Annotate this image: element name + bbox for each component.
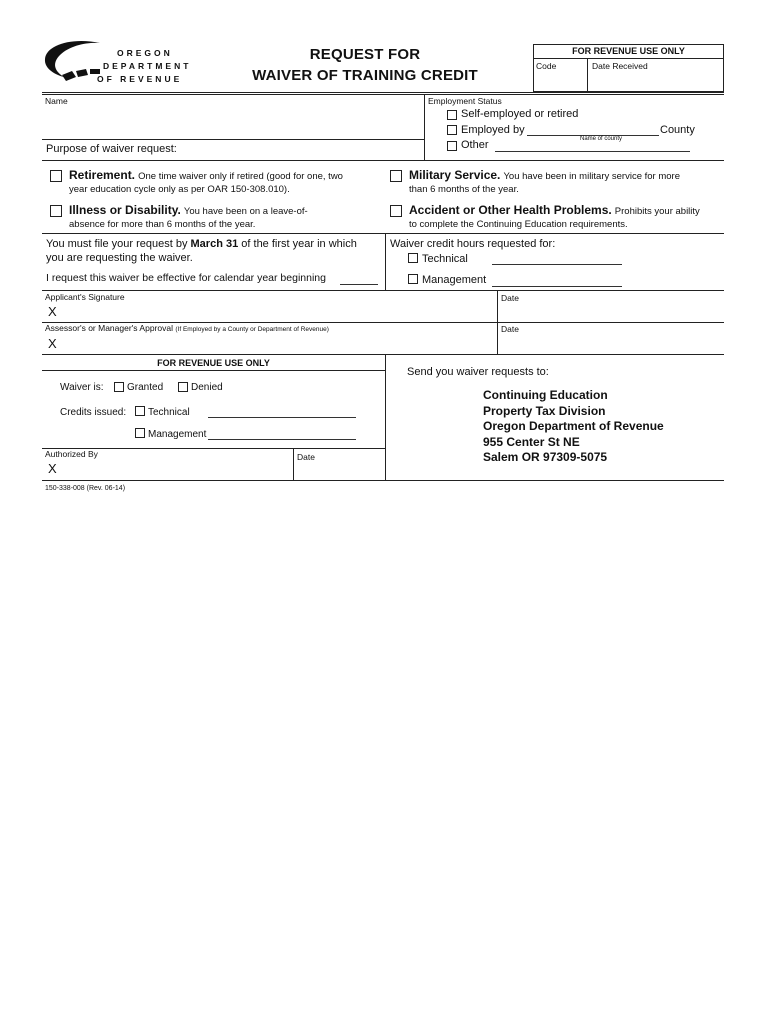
approval-date-field[interactable] [499,336,724,354]
accident-text1: Prohibits your ability [614,206,700,217]
accident-title: Accident or Other Health Problems. [409,203,612,217]
illness-reason [69,203,308,217]
retirement-reason [69,168,343,182]
accident-text2: to complete the Continuing Education requirements. [409,219,628,230]
send-to-line2: Property Tax Division [483,404,606,418]
logo-line-department: DEPARTMENT [103,61,192,71]
military-title: Military Service. [409,168,501,182]
county-hint: Name of county [580,136,623,142]
filing-text-a: You must file your request by [46,238,188,250]
hours-technical-field[interactable] [492,264,622,265]
county-label: County [660,124,695,136]
credits-management-label: Management [148,429,207,440]
military-reason [409,168,680,182]
self-employed-checkbox[interactable] [447,110,457,120]
retirement-text2: year education cycle only as per OAR 150-308.010). [69,184,290,195]
applicant-signature-label: Applicant's Signature [45,292,125,302]
effective-year-label: I request this waiver be effective for calendar year beginning [46,272,326,284]
military-text2: than 6 months of the year. [409,184,519,195]
denied-checkbox[interactable] [178,382,188,392]
name-label: Name [45,96,68,106]
approval-date-label: Date [501,324,519,334]
military-text1: You have been in military service for more [503,171,680,182]
employed-by-label: Employed by [461,124,525,136]
approval-label-row [45,323,329,333]
self-employed-label: Self-employed or retired [461,108,579,120]
granted-checkbox[interactable] [114,382,124,392]
approval-signature-field[interactable] [62,334,494,354]
authorized-date-label: Date [297,452,315,462]
employed-by-checkbox[interactable] [447,125,457,135]
credits-technical-checkbox[interactable] [135,406,145,416]
authorized-by-label: Authorized By [45,449,98,459]
illness-checkbox[interactable] [50,205,62,217]
hours-management-label: Management [422,274,487,286]
hours-management-field[interactable] [492,286,622,287]
filing-text-c: of the first year in which [241,238,357,250]
denied-label: Denied [191,382,223,393]
logo-line-revenue: OF REVENUE [97,74,183,84]
military-checkbox[interactable] [390,170,402,182]
form-title-line2: WAIVER OF TRAINING CREDIT [252,67,478,84]
send-to-line3: Oregon Department of Revenue [483,419,664,433]
applicant-date-label: Date [501,293,519,303]
code-label: Code [536,61,557,71]
other-label: Other [461,139,489,151]
send-to-line4: 955 Center St NE [483,435,580,449]
send-to-line1: Continuing Education [483,388,608,402]
authorized-by-x: X [48,461,57,476]
effective-year-field[interactable] [340,284,378,285]
applicant-signature-x: X [48,304,57,319]
retirement-title: Retirement. [69,168,136,182]
credit-hours-label: Waiver credit hours requested for: [390,238,556,250]
send-to-label: Send you waiver requests to: [407,366,549,378]
credits-technical-field[interactable] [208,417,356,418]
date-received-label: Date Received [592,61,648,71]
form-number: 150-338-008 (Rev. 06-14) [45,485,126,492]
credits-management-checkbox[interactable] [135,428,145,438]
authorized-date-field[interactable] [295,462,383,478]
retirement-text1: One time waiver only if retired (good for one, two [138,171,343,182]
revenue-use-header-bottom: FOR REVENUE USE ONLY [157,358,270,368]
other-field[interactable] [495,151,690,152]
purpose-label: Purpose of waiver request: [46,143,177,155]
granted-label: Granted [127,382,164,393]
accident-checkbox[interactable] [390,205,402,217]
logo-line-oregon: OREGON [117,48,173,58]
employment-status-label: Employment Status [428,96,502,106]
hours-technical-label: Technical [422,253,468,265]
waiver-is-label: Waiver is: [60,382,104,393]
authorized-by-field[interactable] [62,458,290,478]
illness-text2: absence for more than 6 months of the year. [69,219,256,230]
hours-technical-checkbox[interactable] [408,253,418,263]
applicant-signature-field[interactable] [62,300,494,322]
credits-technical-label: Technical [148,407,190,418]
filing-deadline-line2: you are requesting the waiver. [46,252,193,264]
applicant-date-field[interactable] [499,304,724,322]
approval-note: (If Employed by a County or Department of Revenue) [175,326,329,333]
hours-management-checkbox[interactable] [408,274,418,284]
revenue-use-header-top: FOR REVENUE USE ONLY [572,46,685,56]
credits-issued-label: Credits issued: [60,407,127,418]
accident-reason [409,203,700,217]
approval-signature-x: X [48,336,57,351]
filing-deadline-line1 [46,238,357,250]
filing-deadline: March 31 [190,238,239,250]
illness-text1: You have been on a leave-of- [183,206,308,217]
name-field[interactable] [42,105,424,137]
other-checkbox[interactable] [447,141,457,151]
illness-title: Illness or Disability. [69,203,181,217]
credits-management-field[interactable] [208,439,356,440]
approval-label: Assessor's or Manager's Approval [45,323,173,333]
retirement-checkbox[interactable] [50,170,62,182]
send-to-line5: Salem OR 97309-5075 [483,450,608,464]
form-title-line1: REQUEST FOR [309,46,421,63]
